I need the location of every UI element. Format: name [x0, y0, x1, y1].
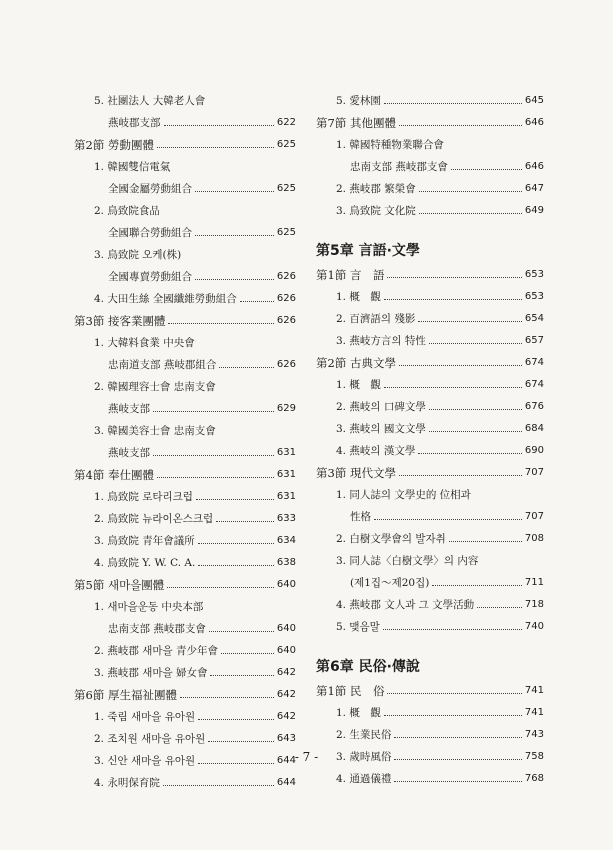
entry-label: 3. 燕岐의 國文文學 [336, 423, 426, 435]
dot-leader [384, 715, 522, 716]
entry-label: 3. 同人誌〈白樹文學〉의 内容 [336, 555, 479, 567]
chapter-heading: 第5章 言語·文學 [316, 243, 420, 259]
dot-leader [240, 301, 274, 302]
entry-label: 4. 永明保育院 [94, 777, 160, 789]
entry-page-number: 758 [524, 751, 544, 762]
toc-left-column [74, 86, 296, 790]
entry-label: 4. 燕岐郡 文人과 그 文學活動 [336, 599, 475, 611]
entry-label: 第2節 古典文學 [316, 356, 396, 370]
entry-label: 2. 燕岐郡 繁榮會 [336, 183, 416, 195]
entry-label: 1. 鳥致院 로타리크럽 [94, 491, 193, 503]
dot-leader [477, 607, 522, 608]
dot-leader [384, 387, 522, 388]
toc-entry [74, 218, 296, 240]
entry-page-number: 640 [276, 623, 296, 634]
entry-label: 第7節 其他團體 [316, 116, 396, 130]
entry-label: 燕岐支部 [108, 403, 150, 415]
dot-leader [449, 541, 522, 542]
section-entry [74, 680, 296, 702]
dot-leader [418, 321, 522, 322]
toc-entry [316, 764, 544, 786]
entry-label: 1. 새마을운동 中央本部 [94, 601, 204, 613]
entry-label: 2. 鳥致院食品 [94, 205, 160, 217]
dot-leader [153, 411, 274, 412]
entry-page-number: 643 [276, 733, 296, 744]
entry-label: 5. 맺음말 [336, 621, 380, 633]
dot-leader [394, 737, 522, 738]
toc-entry [316, 370, 544, 392]
toc-entry [316, 502, 544, 524]
toc-entry [74, 108, 296, 130]
entry-label: 3. 鳥致院 오케(株) [94, 249, 182, 261]
entry-label: 忠南支部 燕岐郡支會 [350, 161, 448, 173]
toc-entry [74, 328, 296, 350]
entry-label: 第6節 厚生福祉團體 [74, 688, 177, 702]
section-entry [74, 306, 296, 328]
entry-page-number: 622 [276, 117, 296, 128]
entry-page-number: 638 [276, 557, 296, 568]
dot-leader [216, 521, 274, 522]
dot-leader [384, 103, 522, 104]
toc-entry [74, 724, 296, 746]
entry-label: 2. 조치원 새마을 유아원 [94, 733, 206, 745]
toc-entry [316, 414, 544, 436]
entry-label: 全國聯合勞動組合 [108, 227, 192, 239]
dot-leader [374, 519, 522, 520]
dot-leader [418, 453, 522, 454]
toc-entry [316, 152, 544, 174]
entry-page-number: 708 [524, 533, 544, 544]
dot-leader [210, 675, 273, 676]
dot-leader [221, 653, 274, 654]
entry-page-number: 674 [524, 379, 544, 390]
toc-entry [74, 658, 296, 680]
entry-label: 全國專賣勞動組合 [108, 271, 192, 283]
entry-page-number: 642 [276, 711, 296, 722]
section-entry [316, 260, 544, 282]
dot-leader [387, 277, 521, 278]
entry-page-number: 649 [524, 205, 544, 216]
entry-page-number: 768 [524, 773, 544, 784]
entry-label: 2. 白樹文學會의 발자취 [336, 533, 446, 545]
toc-entry [74, 438, 296, 460]
entry-page-number: 707 [524, 467, 544, 478]
dot-leader [219, 367, 274, 368]
dot-leader [196, 499, 274, 500]
toc-entry [316, 546, 544, 568]
entry-page-number: 640 [276, 645, 296, 656]
entry-page-number: 676 [524, 401, 544, 412]
toc-entry [316, 392, 544, 414]
section-entry [74, 130, 296, 152]
dot-leader [429, 409, 522, 410]
toc-entry [316, 282, 544, 304]
toc-entry [316, 130, 544, 152]
entry-page-number: 634 [276, 535, 296, 546]
entry-page-number: 626 [276, 271, 296, 282]
entry-page-number: 645 [524, 95, 544, 106]
entry-label: 第3節 現代文學 [316, 466, 396, 480]
toc-entry [316, 590, 544, 612]
toc-entry [316, 698, 544, 720]
section-entry [316, 458, 544, 480]
entry-page-number: 626 [276, 359, 296, 370]
dot-leader [399, 365, 522, 366]
entry-page-number: 633 [276, 513, 296, 524]
dot-leader [195, 191, 274, 192]
entry-label: 忠南道支部 燕岐郡組合 [108, 359, 217, 371]
toc-entry [316, 86, 544, 108]
section-entry [316, 348, 544, 370]
entry-label: 2. 燕岐의 口碑文學 [336, 401, 426, 413]
dot-leader [451, 169, 522, 170]
entry-page-number: 646 [524, 117, 544, 128]
dot-leader [208, 741, 274, 742]
entry-label: 2. 百濟語의 殘影 [336, 313, 416, 325]
section-entry [316, 676, 544, 698]
dot-leader [198, 565, 274, 566]
entry-page-number: 741 [524, 707, 544, 718]
entry-label: 2. 生業民俗 [336, 729, 392, 741]
entry-page-number: 653 [524, 291, 544, 302]
chapter-heading: 第6章 民俗·傳說 [316, 659, 420, 675]
dot-leader [198, 543, 274, 544]
toc-entry [316, 568, 544, 590]
dot-leader [399, 475, 522, 476]
entry-page-number: 740 [524, 621, 544, 632]
entry-page-number: 711 [524, 577, 544, 588]
dot-leader [163, 785, 274, 786]
entry-label: 第3節 接客業團體 [74, 314, 166, 328]
entry-page-number: 674 [524, 357, 544, 368]
entry-page-number: 644 [276, 755, 296, 766]
dot-leader [180, 697, 274, 698]
entry-label: 1. 同人誌의 文學史的 位相과 [336, 489, 471, 501]
toc-entry [74, 768, 296, 790]
entry-label: 1. 韓國雙信電氣 [94, 161, 171, 173]
toc-entry [316, 174, 544, 196]
toc-entry [316, 524, 544, 546]
entry-page-number: 631 [276, 491, 296, 502]
entry-label: 第1節 言 語 [316, 268, 385, 282]
entry-label: 3. 신안 새마을 유아원 [94, 755, 196, 767]
dot-leader [198, 719, 274, 720]
entry-label: 燕岐支部 [108, 447, 150, 459]
toc-entry [74, 526, 296, 548]
entry-label: 5. 愛林園 [336, 95, 381, 107]
entry-label: 4. 燕岐의 漢文學 [336, 445, 416, 457]
entry-page-number: 631 [276, 447, 296, 458]
section-gap [316, 634, 544, 646]
entry-page-number: 743 [524, 729, 544, 740]
toc-entry [74, 394, 296, 416]
entry-page-number: 707 [524, 511, 544, 522]
entry-label: 2. 韓國理容士會 忠南支會 [94, 381, 216, 393]
dot-leader [419, 213, 522, 214]
toc-entry [74, 174, 296, 196]
entry-page-number: 647 [524, 183, 544, 194]
entry-page-number: 631 [276, 469, 296, 480]
entry-page-number: 626 [276, 315, 296, 326]
toc-entry [316, 196, 544, 218]
toc-entry [316, 304, 544, 326]
entry-page-number: 629 [276, 403, 296, 414]
entry-label: 1. 韓國特種物業聯合會 [336, 139, 444, 151]
toc-entry [74, 284, 296, 306]
toc-right-column [316, 86, 544, 786]
entry-label: 第4節 奉仕團體 [74, 468, 154, 482]
dot-leader [168, 323, 273, 324]
dot-leader [387, 693, 521, 694]
entry-page-number: 642 [276, 667, 296, 678]
entry-page-number: 654 [524, 313, 544, 324]
toc-entry [316, 612, 544, 634]
dot-leader [429, 343, 522, 344]
entry-label: 2. 燕岐郡 새마을 青少年會 [94, 645, 218, 657]
toc-entry [74, 614, 296, 636]
entry-page-number: 625 [276, 183, 296, 194]
entry-label: 3. 燕岐方言의 特性 [336, 335, 426, 347]
toc-entry [74, 592, 296, 614]
entry-label: 1. 概 觀 [336, 379, 381, 391]
dot-leader [157, 147, 274, 148]
entry-label: 3. 燕岐郡 새마을 婦女會 [94, 667, 208, 679]
toc-entry [74, 482, 296, 504]
entry-label: 第5節 새마을團體 [74, 578, 165, 592]
toc-entry [74, 504, 296, 526]
toc-entry [74, 636, 296, 658]
entry-label: 3. 鳥致院 青年會議所 [94, 535, 195, 547]
toc-entry [74, 86, 296, 108]
dot-leader [384, 299, 522, 300]
dot-leader [195, 279, 274, 280]
page-number: - 7 - [294, 750, 319, 764]
toc-entry [74, 350, 296, 372]
entry-label: 全國金屬勞動組合 [108, 183, 192, 195]
dot-leader [157, 477, 274, 478]
entry-page-number: 640 [276, 579, 296, 590]
toc-entry [74, 152, 296, 174]
entry-label: 2. 鳥致院 뉴라이온스크럽 [94, 513, 214, 525]
entry-label: 4. 大田生絲 全國纖維勞動組合 [94, 293, 237, 305]
entry-label: 第2節 勞動團體 [74, 138, 154, 152]
section-gap [316, 218, 544, 230]
entry-page-number: 690 [524, 445, 544, 456]
dot-leader [383, 629, 522, 630]
entry-page-number: 642 [276, 689, 296, 700]
entry-page-number: 644 [276, 777, 296, 788]
entry-label: 燕岐郡支部 [108, 117, 161, 129]
dot-leader [195, 235, 274, 236]
toc-entry [74, 240, 296, 262]
entry-label: 1. 概 觀 [336, 291, 381, 303]
entry-label: 忠南支部 燕岐郡支會 [108, 623, 206, 635]
dot-leader [419, 191, 522, 192]
toc-entry [316, 436, 544, 458]
entry-label: 4. 鳥致院 Y. W. C. A. [94, 557, 196, 569]
entry-label: 1. 죽림 새마을 유아원 [94, 711, 196, 723]
dot-leader [432, 585, 522, 586]
entry-page-number: 626 [276, 293, 296, 304]
dot-leader [429, 431, 522, 432]
toc-entry [74, 372, 296, 394]
entry-label: 1. 大韓料食業 中央會 [94, 337, 195, 349]
entry-page-number: 625 [276, 139, 296, 150]
entry-label: 第1節 民 俗 [316, 684, 385, 698]
dot-leader [164, 125, 274, 126]
dot-leader [399, 125, 522, 126]
toc-entry [316, 326, 544, 348]
entry-label: 性格 [350, 511, 371, 523]
entry-label: 3. 鳥致院 文化院 [336, 205, 416, 217]
dot-leader [209, 631, 274, 632]
section-entry [74, 570, 296, 592]
toc-entry [74, 416, 296, 438]
section-entry [74, 460, 296, 482]
entry-page-number: 741 [524, 685, 544, 696]
entry-label: 5. 社團法人 大韓老人會 [94, 95, 206, 107]
entry-page-number: 625 [276, 227, 296, 238]
entry-page-number: 718 [524, 599, 544, 610]
dot-leader [167, 587, 274, 588]
entry-page-number: 646 [524, 161, 544, 172]
entry-page-number: 653 [524, 269, 544, 280]
toc-entry [74, 702, 296, 724]
toc-entry [74, 262, 296, 284]
entry-label: 3. 韓國美容士會 忠南支會 [94, 425, 216, 437]
dot-leader [153, 455, 274, 456]
entry-label: 3. 歲時風俗 [336, 751, 392, 763]
toc-entry [316, 720, 544, 742]
entry-page-number: 684 [524, 423, 544, 434]
section-entry [316, 108, 544, 130]
toc-entry [316, 480, 544, 502]
entry-page-number: 657 [524, 335, 544, 346]
dot-leader [394, 781, 522, 782]
toc-entry [74, 548, 296, 570]
toc-entry [74, 196, 296, 218]
entry-label: 4. 通過儀禮 [336, 773, 392, 785]
entry-label: 1. 概 觀 [336, 707, 381, 719]
entry-label: (제1집～제20집) [350, 577, 430, 589]
